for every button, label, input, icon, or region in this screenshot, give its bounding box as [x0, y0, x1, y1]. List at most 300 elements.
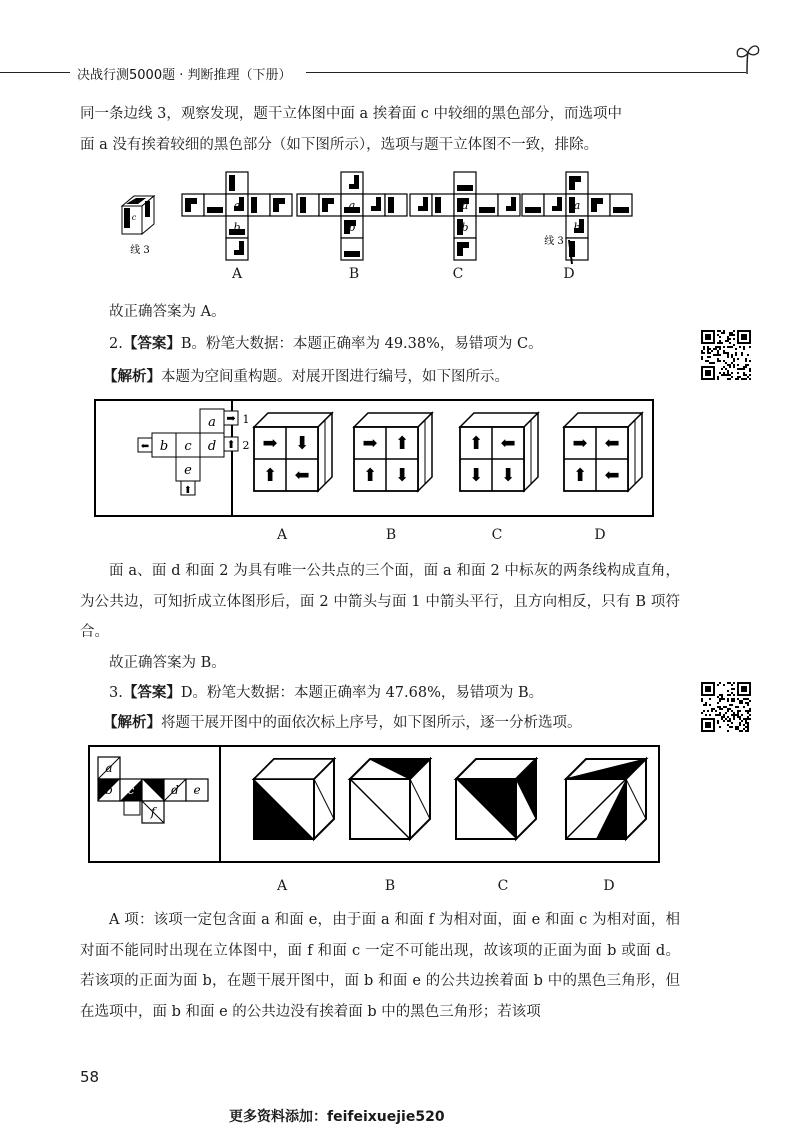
qr-module — [719, 682, 721, 684]
arrow-icon: ⬆ — [183, 485, 193, 496]
qr-module — [737, 716, 739, 718]
qr-module — [733, 364, 735, 366]
qr-module — [723, 698, 725, 700]
qr-module — [721, 694, 723, 696]
qr-module — [727, 338, 729, 340]
qr-module — [729, 334, 731, 336]
qr-module — [719, 342, 721, 344]
header-rule-left — [0, 72, 70, 73]
qr-module — [743, 698, 745, 700]
qr-module — [707, 352, 709, 354]
qr-module — [709, 356, 711, 358]
qr-module — [733, 718, 735, 720]
sprout-icon — [733, 40, 763, 76]
qr-module — [735, 352, 737, 354]
arrow-icon: ⬆ — [362, 465, 378, 486]
qr-code-icon — [701, 682, 751, 732]
qr-finder-core — [705, 334, 711, 340]
qr-module — [717, 334, 719, 336]
net-label-b: b — [573, 221, 581, 234]
qr-module — [743, 378, 745, 380]
qr-module — [725, 374, 727, 376]
qr-module — [711, 362, 713, 364]
qr-module — [719, 360, 721, 362]
qr-module — [735, 728, 737, 730]
q3-analysis-line — [103, 708, 582, 738]
arrow-icon: ⬇ — [294, 433, 310, 454]
qr-module — [745, 710, 747, 712]
qr-module — [741, 700, 743, 702]
qr-module — [721, 716, 723, 718]
qr-module — [709, 698, 711, 700]
qr-module — [737, 368, 739, 370]
qr-module — [717, 706, 719, 708]
qr-module — [721, 718, 723, 720]
qr-module — [729, 366, 731, 368]
qr-module — [701, 700, 703, 702]
net-label-a: a — [461, 199, 469, 212]
qr-module — [723, 372, 725, 374]
qr-module — [727, 354, 729, 356]
net-cell — [363, 194, 385, 216]
qr-module — [739, 722, 741, 724]
net-cell — [226, 238, 248, 260]
qr-module — [739, 716, 741, 718]
qr-finder-core — [705, 722, 711, 728]
arrow-icon: ⬅ — [294, 465, 310, 486]
qr-module — [749, 374, 751, 376]
qr-module — [717, 346, 719, 348]
qr-module — [749, 370, 751, 372]
qr-module — [723, 684, 725, 686]
qr-module — [743, 366, 745, 368]
net-3 — [522, 172, 632, 260]
qr-module — [715, 348, 717, 350]
qr-finder-core — [741, 334, 747, 340]
net-0 — [182, 172, 292, 260]
qr-module — [711, 708, 713, 710]
qr-module — [739, 724, 741, 726]
cube-label-a: a — [145, 209, 151, 218]
qr-module — [731, 688, 733, 690]
qr-module — [723, 330, 725, 332]
qr-module — [749, 700, 751, 702]
arrow-cube-3 — [564, 413, 642, 491]
figure-1-option-a: A — [231, 266, 243, 282]
arrow-icon: ⬆ — [262, 465, 278, 486]
qr-module — [719, 726, 721, 728]
qr-module — [727, 720, 729, 722]
net-black-mark — [525, 207, 541, 213]
qr-module — [705, 360, 707, 362]
q2-analysis-line — [103, 362, 509, 392]
qr-module — [723, 346, 725, 348]
qr-module — [723, 706, 725, 708]
qr-module — [733, 700, 735, 702]
qr-module — [735, 348, 737, 350]
qr-module — [737, 714, 739, 716]
qr-module — [723, 716, 725, 718]
qr-module — [729, 708, 731, 710]
qr-module — [723, 360, 725, 362]
qr-module — [729, 332, 731, 334]
qr-module — [707, 356, 709, 358]
figure-3-option-a: A — [276, 878, 288, 894]
qr-module — [727, 374, 729, 376]
qr-module — [747, 726, 749, 728]
qr-module — [727, 336, 729, 338]
qr-module — [709, 714, 711, 716]
qr-module — [717, 720, 719, 722]
qr-module — [729, 338, 731, 340]
qr-module — [723, 366, 725, 368]
qr-module — [737, 358, 739, 360]
q3-answer-line — [109, 678, 543, 708]
net-cell — [498, 194, 520, 216]
qr-module — [731, 376, 733, 378]
qr-module — [711, 710, 713, 712]
net-face-label: b — [105, 783, 113, 797]
qr-module — [719, 712, 721, 714]
qr-module — [703, 346, 705, 348]
qr-module — [729, 704, 731, 706]
header-title: 决战行测5000题 · 判断推理（下册） — [77, 68, 292, 83]
qr-module — [721, 708, 723, 710]
qr-module — [717, 684, 719, 686]
triangle-cube-3 — [566, 759, 646, 839]
q3-answer-tag: 【答案】 — [122, 684, 181, 701]
qr-module — [723, 714, 725, 716]
qr-module — [717, 358, 719, 360]
qr-module — [739, 376, 741, 378]
qr-module — [727, 372, 729, 374]
qr-module — [747, 710, 749, 712]
qr-module — [749, 346, 751, 348]
net-tab — [124, 801, 140, 815]
qr-module — [705, 704, 707, 706]
qr-module — [717, 354, 719, 356]
qr-finder-core — [705, 686, 711, 692]
qr-module — [709, 348, 711, 350]
qr-module — [747, 730, 749, 732]
qr-module — [719, 700, 721, 702]
qr-module — [747, 716, 749, 718]
qr-module — [719, 330, 721, 332]
header-rule-right — [306, 72, 746, 73]
net-face-label: c — [127, 783, 135, 797]
qr-module — [719, 698, 721, 700]
qr-module — [743, 724, 745, 726]
qr-module — [725, 712, 727, 714]
net-side-label-1: 1 — [242, 413, 250, 426]
net-label-a: a — [573, 199, 581, 212]
qr-module — [727, 346, 729, 348]
arrow-icon: ⬆ — [394, 433, 410, 454]
qr-module — [713, 708, 715, 710]
qr-module — [731, 698, 733, 700]
q2-explanation: 面 a、面 d 和面 2 为具有唯一公共点的三个面，面 a 和面 2 中标灰的两条线构成直角，为公共边，可知折成立体图形后，面 2 中箭头与面 1 中箭头平行，且方向相反，只有 B 项符合。 — [80, 563, 680, 640]
net-face-label: c — [184, 439, 192, 454]
arrow-icon: ⬇ — [394, 465, 410, 486]
figure-2-option-a: A — [276, 527, 288, 543]
q1-conclusion: 故正确答案为 A。 — [109, 304, 226, 320]
qr-module — [719, 372, 721, 374]
qr-finder-core — [705, 370, 711, 376]
qr-module — [731, 684, 733, 686]
qr-module — [743, 348, 745, 350]
qr-module — [727, 682, 729, 684]
qr-module — [719, 714, 721, 716]
net-black-mark — [251, 197, 257, 213]
qr-module — [731, 714, 733, 716]
qr-module — [743, 374, 745, 376]
qr-module — [717, 360, 719, 362]
qr-module — [729, 364, 731, 366]
qr-module — [727, 724, 729, 726]
qr-module — [727, 708, 729, 710]
qr-module — [747, 376, 749, 378]
net-black-mark — [479, 207, 495, 213]
net-label-b: b — [348, 221, 356, 234]
qr-module — [737, 372, 739, 374]
net-black-mark — [229, 175, 235, 191]
qr-module — [747, 724, 749, 726]
net-face-label: a — [105, 761, 113, 775]
qr-module — [707, 710, 709, 712]
net-black-mark — [613, 207, 629, 213]
qr-module — [703, 704, 705, 706]
figure-3-option-b: B — [384, 878, 396, 894]
q2-conclusion: 故正确答案为 B。 — [109, 655, 226, 671]
qr-finder-core — [741, 686, 747, 692]
qr-module — [701, 356, 703, 358]
qr-module — [711, 350, 713, 352]
arrow-icon: ⬅ — [604, 465, 620, 486]
triangle-cube-1 — [350, 759, 430, 839]
qr-module — [725, 706, 727, 708]
footer-contact: 更多资料添加：feifeixuejie520 — [229, 1109, 445, 1125]
qr-module — [717, 342, 719, 344]
qr-module — [721, 342, 723, 344]
net-face-label: d — [207, 439, 217, 454]
qr-module — [735, 726, 737, 728]
figure-1-option-c: C — [452, 266, 464, 282]
qr-module — [721, 698, 723, 700]
q2-number: 2. — [109, 336, 123, 352]
qr-module — [717, 696, 719, 698]
qr-module — [723, 352, 725, 354]
qr-module — [745, 702, 747, 704]
qr-module — [721, 368, 723, 370]
qr-module — [733, 716, 735, 718]
intro-line-2: 面 a 没有挨着较细的黑色部分（如下图所示），选项与题干立体图不一致，排除。 — [80, 137, 599, 153]
qr-module — [745, 722, 747, 724]
qr-module — [727, 730, 729, 732]
qr-module — [715, 346, 717, 348]
arrow-icon: ⬅ — [604, 433, 620, 454]
qr-module — [723, 720, 725, 722]
net-black-mark — [207, 207, 223, 213]
qr-module — [709, 704, 711, 706]
qr-module — [743, 706, 745, 708]
qr-module — [747, 364, 749, 366]
qr-module — [729, 694, 731, 696]
qr-module — [729, 726, 731, 728]
qr-module — [749, 710, 751, 712]
qr-module — [733, 682, 735, 684]
qr-module — [719, 708, 721, 710]
qr-module — [731, 710, 733, 712]
qr-module — [727, 370, 729, 372]
qr-module — [735, 354, 737, 356]
net-side-label-2: 2 — [242, 439, 250, 452]
qr-module — [737, 726, 739, 728]
qr-module — [749, 360, 751, 362]
qr-module — [727, 698, 729, 700]
qr-module — [743, 346, 745, 348]
qr-module — [701, 712, 703, 714]
qr-module — [727, 710, 729, 712]
net-black-mark — [388, 197, 394, 213]
qr-module — [725, 340, 727, 342]
figure-2-option-b: B — [385, 527, 397, 543]
net-black-mark — [344, 251, 360, 257]
arrow-icon: ➡ — [362, 433, 378, 454]
qr-module — [733, 714, 735, 716]
qr-module — [715, 710, 717, 712]
qr-module — [719, 706, 721, 708]
qr-module — [733, 330, 735, 332]
qr-module — [715, 714, 717, 716]
figure-3-option-d: D — [603, 878, 615, 894]
q2-answer-line — [109, 329, 543, 359]
qr-module — [739, 710, 741, 712]
qr-module — [745, 698, 747, 700]
qr-module — [729, 718, 731, 720]
qr-module — [703, 352, 705, 354]
qr-module — [705, 714, 707, 716]
qr-module — [741, 720, 743, 722]
arrow-icon: ⬆ — [226, 438, 236, 451]
figure-2-option-d: D — [594, 527, 606, 543]
qr-module — [743, 718, 745, 720]
qr-module — [735, 706, 737, 708]
qr-module — [731, 704, 733, 706]
net-face-label: f — [150, 805, 156, 819]
q3-number: 3. — [109, 685, 123, 701]
qr-module — [729, 342, 731, 344]
qr-module — [745, 730, 747, 732]
qr-module — [727, 352, 729, 354]
page-number: 58 — [80, 1068, 100, 1086]
qr-module — [707, 360, 709, 362]
qr-module — [733, 366, 735, 368]
qr-module — [735, 378, 737, 380]
net-label-b: b — [233, 221, 241, 234]
qr-module — [713, 362, 715, 364]
intro-line-1: 同一条边线 3，观察发现，题干立体图中面 a 挨着面 c 中较细的黑色部分，而选项中 — [80, 106, 623, 122]
qr-module — [749, 718, 751, 720]
qr-module — [733, 344, 735, 346]
net-2 — [410, 172, 520, 260]
qr-module — [745, 366, 747, 368]
qr-module — [701, 698, 703, 700]
qr-module — [731, 726, 733, 728]
arrow-icon: ➡ — [226, 412, 236, 425]
qr-module — [729, 682, 731, 684]
qr-module — [745, 726, 747, 728]
qr-module — [731, 700, 733, 702]
qr-module — [731, 332, 733, 334]
figure-2-arrow-cubes — [94, 399, 654, 517]
qr-module — [731, 372, 733, 374]
qr-module — [723, 350, 725, 352]
net-black-mark — [457, 185, 473, 191]
qr-module — [733, 698, 735, 700]
qr-module — [701, 358, 703, 360]
q2-answer-text: B。粉笔大数据：本题正确率为 49.38%，易错项为 C。 — [180, 336, 543, 352]
qr-module — [749, 708, 751, 710]
qr-module — [731, 354, 733, 356]
net-label-b: b — [461, 221, 469, 234]
net-face-label: d — [171, 783, 179, 797]
qr-module — [747, 712, 749, 714]
qr-module — [731, 722, 733, 724]
qr-module — [719, 346, 721, 348]
qr-module — [737, 698, 739, 700]
net-black-mark — [300, 197, 306, 213]
qr-module — [717, 722, 719, 724]
qr-module — [709, 362, 711, 364]
qr-module — [721, 374, 723, 376]
qr-module — [703, 710, 705, 712]
q3-answer-text: D。粉笔大数据：本题正确率为 47.68%，易错项为 B。 — [180, 685, 544, 701]
qr-module — [719, 340, 721, 342]
arrow-icon: ⬇ — [500, 465, 516, 486]
qr-module — [741, 702, 743, 704]
qr-module — [707, 348, 709, 350]
qr-module — [721, 696, 723, 698]
q3-analysis-tag: 【解析】 — [103, 714, 161, 731]
qr-module — [733, 334, 735, 336]
qr-module — [707, 346, 709, 348]
qr-module — [729, 374, 731, 376]
figure-3-option-c: C — [497, 878, 509, 894]
qr-module — [727, 716, 729, 718]
arrow-icon: ➡ — [572, 433, 588, 454]
qr-module — [737, 728, 739, 730]
qr-module — [741, 378, 743, 380]
cube-black-strip — [124, 208, 130, 228]
figure-1-option-b: B — [348, 266, 360, 282]
qr-module — [737, 376, 739, 378]
qr-module — [739, 346, 741, 348]
qr-module — [717, 350, 719, 352]
qr-module — [725, 352, 727, 354]
qr-module — [717, 702, 719, 704]
qr-module — [719, 354, 721, 356]
qr-module — [729, 346, 731, 348]
qr-module — [727, 700, 729, 702]
qr-module — [707, 350, 709, 352]
net-face-label: b — [159, 439, 169, 454]
net-face-label: a — [208, 415, 216, 430]
net-cell — [544, 194, 566, 216]
qr-module — [743, 372, 745, 374]
qr-module — [737, 706, 739, 708]
qr-module — [747, 718, 749, 720]
cube-label-c: c — [131, 213, 137, 222]
